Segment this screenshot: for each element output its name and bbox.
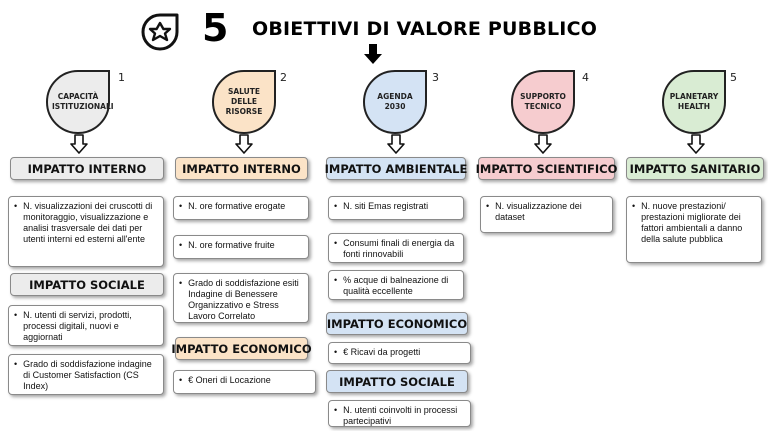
objective-label: SUPPORTO TECNICO <box>520 92 566 111</box>
arrow-down-icon <box>387 134 405 154</box>
bullet-icon: • <box>14 310 18 320</box>
bullet-icon: • <box>486 201 490 211</box>
page-title: OBIETTIVI DI VALORE PUBBLICO <box>252 18 598 40</box>
indicator-text: Consumi finali di energia da fonti rinnovabili <box>343 238 455 259</box>
objective-drop-planetary-health <box>662 70 726 134</box>
indicator-box <box>173 273 309 323</box>
indicator-text: Grado di soddisfazione esiti Indagine di Benessere Organizzativo e Stress Lavoro Correlato <box>188 278 299 321</box>
indicator-box <box>173 196 309 220</box>
impact-header-scientifico: IMPATTO SCIENTIFICO <box>478 157 615 180</box>
impact-header-economico: IMPATTO ECONOMICO <box>326 312 468 335</box>
bullet-icon: • <box>14 359 18 369</box>
indicator-box <box>328 400 471 427</box>
bullet-icon: • <box>14 201 18 211</box>
indicator-box <box>328 233 464 263</box>
impact-header-ambientale: IMPATTO AMBIENTALE <box>326 157 466 180</box>
indicator-box <box>8 196 164 267</box>
objectives-count: 5 <box>202 6 229 50</box>
objective-number: 4 <box>582 71 589 84</box>
indicator-box <box>328 270 464 300</box>
bullet-icon: • <box>334 405 338 415</box>
indicator-text: % acque di balneazione di qualità eccellente <box>343 275 449 296</box>
indicator-box <box>173 370 316 394</box>
indicator-box <box>173 235 309 259</box>
bullet-icon: • <box>179 278 183 288</box>
bullet-icon: • <box>334 347 338 357</box>
objective-number: 5 <box>730 71 737 84</box>
objective-number: 2 <box>280 71 287 84</box>
objective-drop-supporto-tecnico <box>511 70 575 134</box>
indicator-box <box>8 354 164 395</box>
indicator-text: N. visualizzazioni dei cruscotti di monitoraggio, visualizzazione e analisi trasversale dei dati per utenti interni ed esterni all'ente <box>23 201 153 244</box>
bullet-icon: • <box>179 201 183 211</box>
arrow-down-icon <box>70 134 88 154</box>
impact-header-sanitario: IMPATTO SANITARIO <box>626 157 764 180</box>
indicator-text: Grado di soddisfazione indagine di Customer Satisfaction (CS Index) <box>23 359 152 391</box>
objective-drop-capacita-istituzionali <box>46 70 114 134</box>
arrow-down-icon <box>687 134 705 154</box>
indicator-text: N. utenti coinvolti in processi partecipativi <box>343 405 458 426</box>
arrow-down-icon <box>364 44 382 64</box>
impact-header-economico: IMPATTO ECONOMICO <box>175 337 308 360</box>
indicator-text: € Oneri di Locazione <box>188 375 271 385</box>
indicator-text: N. visualizzazione dei dataset <box>495 201 582 222</box>
star-drop-icon <box>140 12 180 52</box>
indicator-box <box>626 196 762 263</box>
impact-header-sociale: IMPATTO SOCIALE <box>10 273 164 296</box>
objective-drop-agenda-2030 <box>363 70 427 134</box>
bullet-icon: • <box>179 375 183 385</box>
objective-label: AGENDA 2030 <box>377 92 413 111</box>
indicator-text: N. utenti di servizi, prodotti, processi digitali, nuovi e aggiornati <box>23 310 132 342</box>
bullet-icon: • <box>179 240 183 250</box>
bullet-icon: • <box>632 201 636 211</box>
bullet-icon: • <box>334 275 338 285</box>
objective-label: SALUTE DELLE RISORSE <box>225 87 263 116</box>
objective-label: PLANETARY HEALTH <box>669 92 719 111</box>
arrow-down-icon <box>534 134 552 154</box>
objective-label: CAPACITÀ ISTITUZIONALI <box>52 92 114 111</box>
indicator-text: € Ricavi da progetti <box>343 347 421 357</box>
bullet-icon: • <box>334 238 338 248</box>
indicator-box <box>328 342 471 364</box>
impact-header-interno: IMPATTO INTERNO <box>175 157 308 180</box>
arrow-down-icon <box>235 134 253 154</box>
impact-header-interno: IMPATTO INTERNO <box>10 157 164 180</box>
indicator-text: N. ore formative fruite <box>188 240 275 250</box>
indicator-box <box>8 305 164 346</box>
objective-number: 1 <box>118 71 125 84</box>
objective-drop-salute-delle-risorse <box>212 70 276 134</box>
objective-number: 3 <box>432 71 439 84</box>
indicator-box <box>328 196 464 220</box>
indicator-text: N. siti Emas registrati <box>343 201 429 211</box>
indicator-text: N. nuove prestazioni/ prestazioni migliorate dei fattori ambientali a danno della salute pubblica <box>641 201 743 244</box>
impact-header-sociale: IMPATTO SOCIALE <box>326 370 468 393</box>
indicator-box <box>480 196 613 233</box>
indicator-text: N. ore formative erogate <box>188 201 286 211</box>
bullet-icon: • <box>334 201 338 211</box>
